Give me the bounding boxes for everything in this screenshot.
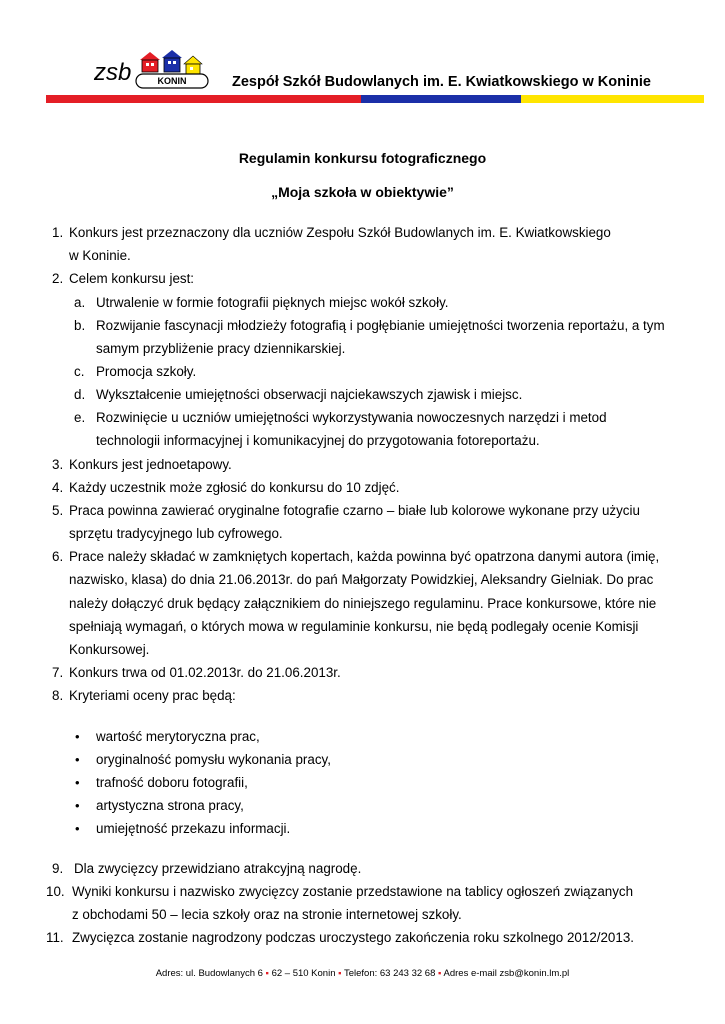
item-text: Konkursowej. — [69, 642, 150, 657]
criteria-item: wartość merytoryczna prac, — [96, 729, 260, 744]
school-logo — [92, 50, 220, 94]
item-text: spełniają wymagań, o których mowa w regulaminie konkursu, nie będą podlegały ocenie Komisji — [69, 619, 639, 634]
footer-phone: Telefon: 63 243 32 68 — [343, 968, 436, 979]
item-text: Prace należy składać w zamkniętych kopertach, każda powinna być opatrzona danymi autora (imię, — [69, 549, 660, 564]
item-text: należy dołączyć druk będący załącznikiem do niniejszego regulaminu. Prace konkursowe, które nie — [69, 596, 657, 611]
subitem-letter: d. — [74, 387, 86, 402]
subitem-text: Wykształcenie umiejętności obserwacji najciekawszych zjawisk i miejsc. — [96, 387, 523, 402]
footer-contact — [0, 968, 725, 979]
header-bar-red — [46, 95, 361, 103]
subitem-letter: c. — [74, 364, 85, 379]
criteria-item: oryginalność pomysłu wykonania pracy, — [96, 752, 331, 767]
footer-address: Adres: ul. Budowlanych 6 — [155, 968, 263, 979]
bullet-icon: • — [75, 798, 80, 813]
bullet-icon: • — [75, 729, 80, 744]
subitem-text: Promocja szkoły. — [96, 364, 197, 379]
separator-icon: ▪ — [438, 968, 442, 979]
item-number: 8. — [52, 688, 64, 703]
item-number: 2. — [52, 271, 64, 286]
subitem-text: samym przybliżenie pracy dziennikarskiej. — [96, 341, 346, 356]
subitem-text: Rozwinięcie u uczniów umiejętności wykorzystywania nowoczesnych narzędzi i metod — [96, 410, 607, 425]
item-number: 4. — [52, 480, 64, 495]
item-text: nazwisko, klasa) do dnia 21.06.2013r. do pań Małgorzaty Powidzkiej, Aleksandry Gielniak. Do prac — [69, 572, 654, 587]
subitem-text: Rozwijanie fascynacji młodzieży fotografią i pogłębianie umiejętności tworzenia reportażu, a tym — [96, 318, 665, 333]
criteria-item: umiejętność przekazu informacji. — [96, 821, 291, 836]
item-text: w Koninie. — [69, 248, 131, 263]
subitem-letter: b. — [74, 318, 86, 333]
item-number: 6. — [52, 549, 64, 564]
item-number: 11. — [46, 930, 64, 945]
bullet-icon: • — [75, 775, 80, 790]
item-text: Konkurs jest przeznaczony dla uczniów Zespołu Szkół Budowlanych im. E. Kwiatkowskiego — [69, 225, 611, 240]
item-text: Konkurs jest jednoetapowy. — [69, 457, 232, 472]
criteria-item: trafność doboru fotografii, — [96, 775, 248, 790]
item-number: 1. — [52, 225, 64, 240]
subitem-letter: e. — [74, 410, 86, 425]
item-number: 9. — [52, 861, 64, 876]
item-number: 3. — [52, 457, 64, 472]
item-text: Wyniki konkursu i nazwisko zwycięzcy zostanie przedstawione na tablicy ogłoszeń związanych — [72, 884, 634, 899]
subitem-letter: a. — [74, 295, 86, 310]
item-text: Kryteriami oceny prac będą: — [69, 688, 236, 703]
footer-postal: 62 – 510 Konin — [271, 968, 336, 979]
header-bar-blue — [361, 95, 521, 103]
header-bar-yellow — [521, 95, 704, 103]
criteria-item: artystyczna strona pracy, — [96, 798, 244, 813]
item-text: sprzętu tradycyjnego lub cyfrowego. — [69, 526, 283, 541]
separator-icon: ▪ — [265, 968, 269, 979]
document-title: Regulamin konkursu fotograficznego — [238, 150, 487, 166]
item-text: Dla zwycięzcy przewidziano atrakcyjną nagrodę. — [74, 861, 362, 876]
document-subtitle: „Moja szkoła w obiektywie” — [271, 184, 454, 200]
item-text: z obchodami 50 – lecia szkoły oraz na stronie internetowej szkoły. — [72, 907, 462, 922]
subitem-text: technologii informacyjnej i komunikacyjnej do przygotowania fotoreportażu. — [96, 433, 540, 448]
item-number: 7. — [52, 665, 64, 680]
item-number: 5. — [52, 503, 64, 518]
bullet-icon: • — [75, 821, 80, 836]
item-text: Konkurs trwa od 01.02.2013r. do 21.06.2013r. — [69, 665, 341, 680]
logo-houses — [140, 50, 202, 74]
logo-subtext: KONIN — [157, 76, 187, 86]
item-text: Praca powinna zawierać oryginalne fotografie czarno – białe lub kolorowe wykonane przy użyciu — [69, 503, 640, 518]
subitem-text: Utrwalenie w formie fotografii pięknych miejsc wokół szkoły. — [96, 295, 449, 310]
bullet-icon: • — [75, 752, 80, 767]
item-text: Zwycięzca zostanie nagrodzony podczas uroczystego zakończenia roku szkolnego 2012/2013. — [72, 930, 634, 945]
school-name: Zespół Szkół Budowlanych im. E. Kwiatkowskiego w Koninie — [232, 74, 651, 90]
separator-icon: ▪ — [338, 968, 342, 979]
item-text: Każdy uczestnik może zgłosić do konkursu do 10 zdjęć. — [69, 480, 400, 495]
item-number: 10. — [46, 884, 65, 899]
footer-email: Adres e-mail zsb@konin.lm.pl — [443, 968, 570, 979]
logo-text: zsb — [94, 59, 132, 86]
item-text: Celem konkursu jest: — [69, 271, 195, 286]
